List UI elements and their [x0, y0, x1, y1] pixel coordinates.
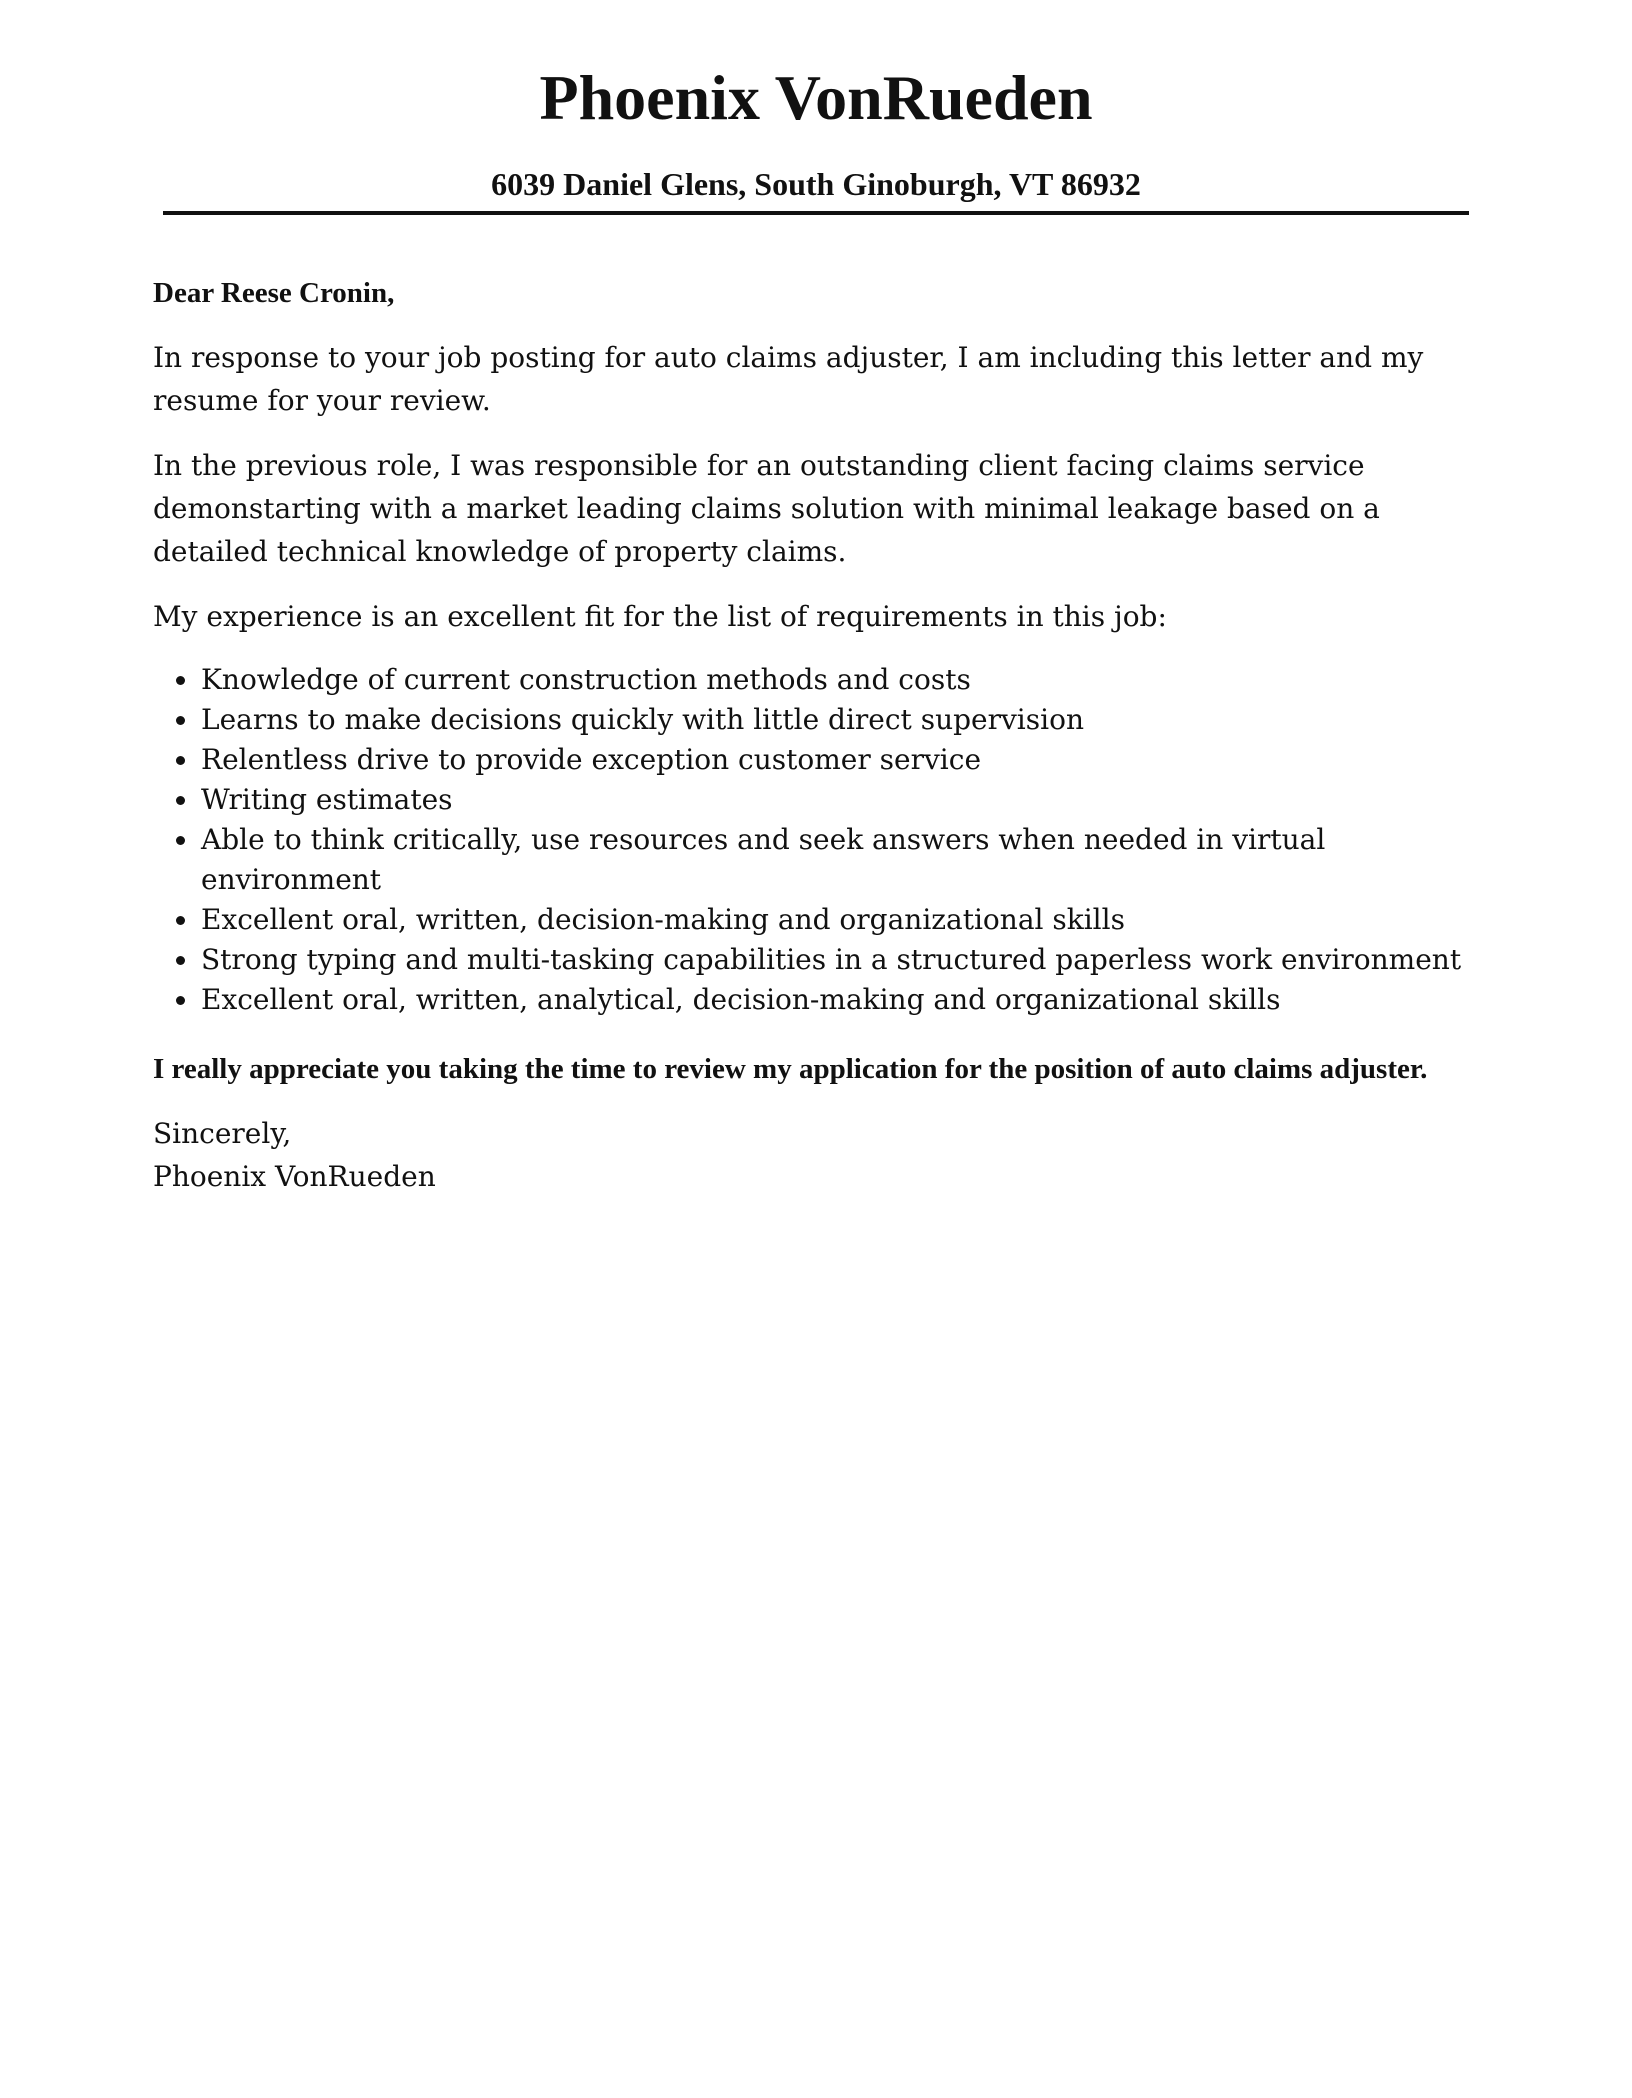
salutation: Dear Reese Cronin,	[153, 277, 395, 309]
closing-statement: I really appreciate you taking the time to review my application for the position of auto claims adjuster.	[153, 1053, 1428, 1085]
list-item	[153, 900, 1483, 940]
signoff: Sincerely,	[153, 1117, 292, 1150]
bullet-icon	[176, 836, 185, 845]
bullet-icon	[176, 676, 185, 685]
bullet-icon	[176, 916, 185, 925]
list-item	[153, 740, 1483, 780]
experience-paragraph: In the previous role, I was responsible for an outstanding client facing claims service demonstarting with a market leading claims solution with minimal leakage based on a detailed technical knowledge of property claims.	[153, 449, 1380, 568]
list-item	[153, 660, 1483, 700]
list-item-text: Able to think critically, use resources and seek answers when needed in virtual environment	[201, 823, 1326, 896]
list-item-text: Writing estimates	[201, 783, 453, 816]
intro-paragraph: In response to your job posting for auto claims adjuster, I am including this letter and my resume for your review.	[153, 341, 1424, 417]
list-item	[153, 940, 1483, 980]
bullet-icon	[176, 716, 185, 725]
signature-name: Phoenix VonRueden	[153, 1160, 436, 1193]
list-item	[153, 980, 1483, 1020]
list-item-text: Learns to make decisions quickly with little direct supervision	[201, 703, 1084, 736]
list-item-text: Strong typing and multi-tasking capabilities in a structured paperless work environment	[201, 943, 1462, 976]
list-item-text: Excellent oral, written, decision-making and organizational skills	[201, 903, 1125, 936]
applicant-name: Phoenix VonRueden	[539, 62, 1093, 133]
letter-body	[153, 272, 1483, 1198]
bullet-icon	[176, 796, 185, 805]
requirements-list	[153, 660, 1483, 1020]
list-item-text: Knowledge of current construction methods and costs	[201, 663, 971, 696]
header-divider	[163, 211, 1469, 215]
list-item-text: Excellent oral, written, analytical, decision-making and organizational skills	[201, 983, 1281, 1016]
bullet-icon	[176, 956, 185, 965]
applicant-address: 6039 Daniel Glens, South Ginoburgh, VT 86932	[491, 166, 1141, 202]
bullet-icon	[176, 756, 185, 765]
list-item	[153, 700, 1483, 740]
list-item-text: Relentless drive to provide exception customer service	[201, 743, 982, 776]
bullet-icon	[176, 996, 185, 1005]
list-item	[153, 820, 1483, 900]
list-item	[153, 780, 1483, 820]
requirements-intro: My experience is an excellent fit for the list of requirements in this job:	[153, 600, 1167, 633]
